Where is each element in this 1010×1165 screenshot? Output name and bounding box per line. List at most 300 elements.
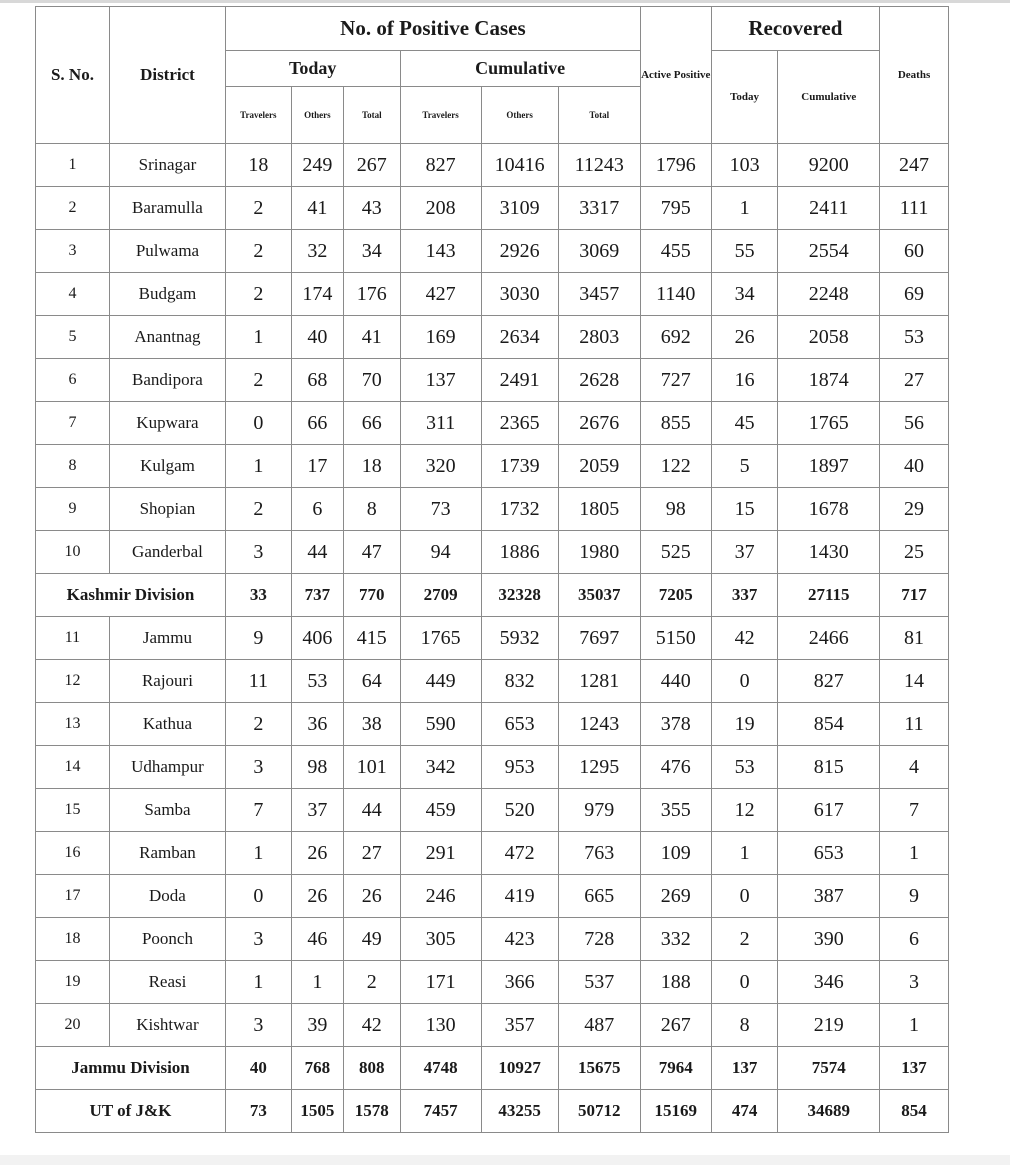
table-cell: 815 [778, 746, 880, 789]
table-cell: 8 [344, 488, 400, 531]
table-cell: 60 [880, 230, 949, 273]
table-cell: 415 [344, 617, 400, 660]
table-cell: 2 [225, 359, 291, 402]
table-cell: 727 [640, 359, 711, 402]
district-name: Baramulla [109, 187, 225, 230]
serial-number: 9 [36, 488, 110, 531]
table-cell: 36 [291, 703, 343, 746]
table-cell: 387 [778, 875, 880, 918]
table-cell: 19 [711, 703, 778, 746]
table-cell: 40 [225, 1047, 291, 1090]
table-cell: 27 [880, 359, 949, 402]
table-row [36, 445, 949, 488]
table-cell: 70 [344, 359, 400, 402]
table-cell: 7 [880, 789, 949, 832]
table-row [36, 144, 949, 187]
table-cell: 3 [225, 1004, 291, 1047]
serial-number: 14 [36, 746, 110, 789]
header-today: Today [225, 51, 400, 87]
table-cell: 346 [778, 961, 880, 1004]
table-cell: 41 [291, 187, 343, 230]
table-cell: 40 [291, 316, 343, 359]
table-cell: 3317 [558, 187, 640, 230]
district-name: Ramban [109, 832, 225, 875]
table-cell: 692 [640, 316, 711, 359]
table-cell: 320 [400, 445, 481, 488]
division-label: UT of J&K [36, 1090, 226, 1133]
header-sno: S. No. [36, 7, 110, 144]
table-cell: 2 [225, 703, 291, 746]
table-cell: 455 [640, 230, 711, 273]
table-cell: 487 [558, 1004, 640, 1047]
table-cell: 169 [400, 316, 481, 359]
table-cell: 311 [400, 402, 481, 445]
serial-number: 3 [36, 230, 110, 273]
table-cell: 25 [880, 531, 949, 574]
table-row [36, 789, 949, 832]
district-name: Poonch [109, 918, 225, 961]
table-cell: 2 [711, 918, 778, 961]
table-cell: 143 [400, 230, 481, 273]
table-cell: 3109 [481, 187, 558, 230]
table-cell: 249 [291, 144, 343, 187]
table-cell: 46 [291, 918, 343, 961]
header-recovered-cumulative: Cumulative [778, 51, 880, 144]
table-cell: 2 [225, 273, 291, 316]
serial-number: 8 [36, 445, 110, 488]
table-cell: 56 [880, 402, 949, 445]
table-cell: 42 [344, 1004, 400, 1047]
table-cell: 42 [711, 617, 778, 660]
table-cell: 41 [344, 316, 400, 359]
table-cell: 32328 [481, 574, 558, 617]
district-name: Shopian [109, 488, 225, 531]
table-cell: 1 [880, 832, 949, 875]
table-cell: 979 [558, 789, 640, 832]
table-cell: 39 [291, 1004, 343, 1047]
table-cell: 267 [344, 144, 400, 187]
table-cell: 26 [344, 875, 400, 918]
table-cell: 101 [344, 746, 400, 789]
table-cell: 0 [225, 875, 291, 918]
table-cell: 1739 [481, 445, 558, 488]
table-cell: 291 [400, 832, 481, 875]
table-cell: 653 [481, 703, 558, 746]
table-cell: 38 [344, 703, 400, 746]
table-cell: 37 [291, 789, 343, 832]
table-cell: 27115 [778, 574, 880, 617]
table-cell: 590 [400, 703, 481, 746]
table-cell: 219 [778, 1004, 880, 1047]
table-cell: 122 [640, 445, 711, 488]
table-cell: 103 [711, 144, 778, 187]
table-cell: 1243 [558, 703, 640, 746]
table-cell: 1874 [778, 359, 880, 402]
serial-number: 13 [36, 703, 110, 746]
table-cell: 55 [711, 230, 778, 273]
table-cell: 69 [880, 273, 949, 316]
header-recovered: Recovered [711, 7, 879, 51]
table-cell: 427 [400, 273, 481, 316]
table-cell: 855 [640, 402, 711, 445]
table-cell: 15 [711, 488, 778, 531]
table-cell: 357 [481, 1004, 558, 1047]
division-label: Jammu Division [36, 1047, 226, 1090]
table-cell: 337 [711, 574, 778, 617]
table-cell: 2709 [400, 574, 481, 617]
serial-number: 11 [36, 617, 110, 660]
table-cell: 2554 [778, 230, 880, 273]
table-cell: 617 [778, 789, 880, 832]
table-cell: 17 [291, 445, 343, 488]
serial-number: 18 [36, 918, 110, 961]
table-cell: 33 [225, 574, 291, 617]
table-cell: 1430 [778, 531, 880, 574]
division-total-row [36, 574, 949, 617]
table-cell: 47 [344, 531, 400, 574]
table-cell: 64 [344, 660, 400, 703]
serial-number: 4 [36, 273, 110, 316]
table-cell: 1805 [558, 488, 640, 531]
table-cell: 3 [225, 918, 291, 961]
header-deaths: Deaths [880, 7, 949, 144]
table-cell: 440 [640, 660, 711, 703]
table-cell: 5932 [481, 617, 558, 660]
table-cell: 40 [880, 445, 949, 488]
table-row [36, 359, 949, 402]
table-cell: 11 [880, 703, 949, 746]
table-cell: 3 [880, 961, 949, 1004]
division-total-row [36, 1090, 949, 1133]
table-cell: 267 [640, 1004, 711, 1047]
table-cell: 6 [880, 918, 949, 961]
district-name: Reasi [109, 961, 225, 1004]
table-cell: 7574 [778, 1047, 880, 1090]
division-label: Kashmir Division [36, 574, 226, 617]
district-name: Pulwama [109, 230, 225, 273]
table-cell: 520 [481, 789, 558, 832]
table-cell: 4748 [400, 1047, 481, 1090]
serial-number: 16 [36, 832, 110, 875]
table-cell: 34 [344, 230, 400, 273]
serial-number: 12 [36, 660, 110, 703]
table-cell: 37 [711, 531, 778, 574]
table-cell: 0 [711, 660, 778, 703]
table-cell: 94 [400, 531, 481, 574]
district-name: Kishtwar [109, 1004, 225, 1047]
table-cell: 35037 [558, 574, 640, 617]
table-cell: 795 [640, 187, 711, 230]
table-cell: 2 [225, 230, 291, 273]
table-cell: 1765 [778, 402, 880, 445]
table-cell: 1 [711, 832, 778, 875]
serial-number: 7 [36, 402, 110, 445]
bottom-edge [0, 1155, 1010, 1165]
table-cell: 832 [481, 660, 558, 703]
table-cell: 14 [880, 660, 949, 703]
table-cell: 1 [225, 961, 291, 1004]
table-cell: 6 [291, 488, 343, 531]
table-cell: 137 [711, 1047, 778, 1090]
table-cell: 53 [880, 316, 949, 359]
serial-number: 20 [36, 1004, 110, 1047]
table-cell: 728 [558, 918, 640, 961]
district-name: Samba [109, 789, 225, 832]
table-cell: 32 [291, 230, 343, 273]
table-cell: 808 [344, 1047, 400, 1090]
table-cell: 1 [880, 1004, 949, 1047]
header-cumulative: Cumulative [400, 51, 640, 87]
table-cell: 171 [400, 961, 481, 1004]
table-cell: 717 [880, 574, 949, 617]
table-cell: 1281 [558, 660, 640, 703]
table-cell: 3457 [558, 273, 640, 316]
table-cell: 854 [778, 703, 880, 746]
serial-number: 10 [36, 531, 110, 574]
table-cell: 12 [711, 789, 778, 832]
table-row [36, 316, 949, 359]
table-cell: 423 [481, 918, 558, 961]
table-cell: 1897 [778, 445, 880, 488]
table-cell: 137 [880, 1047, 949, 1090]
table-cell: 3 [225, 746, 291, 789]
table-cell: 2 [344, 961, 400, 1004]
table-row [36, 273, 949, 316]
district-name: Doda [109, 875, 225, 918]
table-row [36, 918, 949, 961]
table-cell: 0 [225, 402, 291, 445]
table-cell: 768 [291, 1047, 343, 1090]
district-name: Jammu [109, 617, 225, 660]
table-row [36, 660, 949, 703]
table-cell: 18 [344, 445, 400, 488]
table-cell: 1980 [558, 531, 640, 574]
table-row [36, 746, 949, 789]
table-cell: 2248 [778, 273, 880, 316]
table-cell: 366 [481, 961, 558, 1004]
table-cell: 98 [291, 746, 343, 789]
district-name: Kulgam [109, 445, 225, 488]
table-cell: 3030 [481, 273, 558, 316]
table-cell: 98 [640, 488, 711, 531]
table-cell: 34 [711, 273, 778, 316]
table-cell: 5150 [640, 617, 711, 660]
table-cell: 1 [225, 445, 291, 488]
table-cell: 27 [344, 832, 400, 875]
table-cell: 390 [778, 918, 880, 961]
district-name: Anantnag [109, 316, 225, 359]
table-cell: 474 [711, 1090, 778, 1133]
table-cell: 68 [291, 359, 343, 402]
district-name: Bandipora [109, 359, 225, 402]
table-row [36, 402, 949, 445]
table-row [36, 961, 949, 1004]
header-positive-cases: No. of Positive Cases [225, 7, 640, 51]
serial-number: 1 [36, 144, 110, 187]
table-cell: 109 [640, 832, 711, 875]
serial-number: 6 [36, 359, 110, 402]
table-cell: 0 [711, 875, 778, 918]
table-cell: 2634 [481, 316, 558, 359]
table-cell: 247 [880, 144, 949, 187]
table-cell: 208 [400, 187, 481, 230]
table-cell: 9 [880, 875, 949, 918]
serial-number: 5 [36, 316, 110, 359]
table-cell: 459 [400, 789, 481, 832]
table-cell: 7964 [640, 1047, 711, 1090]
table-cell: 2803 [558, 316, 640, 359]
table-cell: 537 [558, 961, 640, 1004]
header-today-total: Total [344, 87, 400, 144]
table-cell: 9 [225, 617, 291, 660]
table-cell: 10416 [481, 144, 558, 187]
table-cell: 770 [344, 574, 400, 617]
table-cell: 2059 [558, 445, 640, 488]
table-cell: 665 [558, 875, 640, 918]
table-cell: 7697 [558, 617, 640, 660]
table-cell: 26 [291, 832, 343, 875]
district-name: Budgam [109, 273, 225, 316]
table-cell: 332 [640, 918, 711, 961]
table-cell: 137 [400, 359, 481, 402]
table-cell: 2 [225, 187, 291, 230]
table-cell: 953 [481, 746, 558, 789]
covid-district-table [35, 6, 949, 1133]
top-edge-rule [0, 0, 1010, 3]
table-cell: 763 [558, 832, 640, 875]
table-cell: 2411 [778, 187, 880, 230]
table-cell: 2466 [778, 617, 880, 660]
table-cell: 9200 [778, 144, 880, 187]
table-cell: 26 [291, 875, 343, 918]
header-cum-total: Total [558, 87, 640, 144]
table-cell: 174 [291, 273, 343, 316]
table-row [36, 488, 949, 531]
table-cell: 269 [640, 875, 711, 918]
table-cell: 472 [481, 832, 558, 875]
table-cell: 66 [291, 402, 343, 445]
table-cell: 18 [225, 144, 291, 187]
table-row [36, 1004, 949, 1047]
table-cell: 0 [711, 961, 778, 1004]
table-cell: 1765 [400, 617, 481, 660]
table-cell: 176 [344, 273, 400, 316]
table-cell: 4 [880, 746, 949, 789]
table-cell: 2676 [558, 402, 640, 445]
table-cell: 81 [880, 617, 949, 660]
table-cell: 29 [880, 488, 949, 531]
table-cell: 2628 [558, 359, 640, 402]
table-cell: 15169 [640, 1090, 711, 1133]
table-cell: 827 [400, 144, 481, 187]
table-cell: 26 [711, 316, 778, 359]
header-today-others: Others [291, 87, 343, 144]
table-cell: 53 [291, 660, 343, 703]
table-cell: 2365 [481, 402, 558, 445]
district-name: Udhampur [109, 746, 225, 789]
header-district: District [109, 7, 225, 144]
table-cell: 1678 [778, 488, 880, 531]
table-cell: 1140 [640, 273, 711, 316]
table-cell: 1796 [640, 144, 711, 187]
table-cell: 2926 [481, 230, 558, 273]
table-cell: 8 [711, 1004, 778, 1047]
table-cell: 827 [778, 660, 880, 703]
table-cell: 45 [711, 402, 778, 445]
table-cell: 7205 [640, 574, 711, 617]
table-cell: 476 [640, 746, 711, 789]
table-cell: 2058 [778, 316, 880, 359]
header-today-travelers: Travelers [225, 87, 291, 144]
district-name: Srinagar [109, 144, 225, 187]
table-cell: 355 [640, 789, 711, 832]
table-cell: 1 [225, 316, 291, 359]
district-name: Rajouri [109, 660, 225, 703]
table-cell: 53 [711, 746, 778, 789]
table-cell: 5 [711, 445, 778, 488]
table-cell: 130 [400, 1004, 481, 1047]
table-cell: 11243 [558, 144, 640, 187]
table-cell: 111 [880, 187, 949, 230]
table-cell: 10927 [481, 1047, 558, 1090]
district-name: Ganderbal [109, 531, 225, 574]
table-body [36, 144, 949, 1133]
table-cell: 66 [344, 402, 400, 445]
table-cell: 378 [640, 703, 711, 746]
table-cell: 11 [225, 660, 291, 703]
table-cell: 50712 [558, 1090, 640, 1133]
table-row [36, 617, 949, 660]
table-cell: 342 [400, 746, 481, 789]
table-cell: 653 [778, 832, 880, 875]
table-cell: 7457 [400, 1090, 481, 1133]
serial-number: 19 [36, 961, 110, 1004]
table-row [36, 832, 949, 875]
table-cell: 1295 [558, 746, 640, 789]
table-cell: 3069 [558, 230, 640, 273]
serial-number: 17 [36, 875, 110, 918]
table-cell: 1732 [481, 488, 558, 531]
serial-number: 15 [36, 789, 110, 832]
table-cell: 43255 [481, 1090, 558, 1133]
serial-number: 2 [36, 187, 110, 230]
table-cell: 1 [291, 961, 343, 1004]
header-active-positive: Active Positive [640, 7, 711, 144]
table-cell: 1505 [291, 1090, 343, 1133]
table-cell: 15675 [558, 1047, 640, 1090]
table-row [36, 230, 949, 273]
district-name: Kathua [109, 703, 225, 746]
table-cell: 305 [400, 918, 481, 961]
table-row [36, 531, 949, 574]
table-cell: 16 [711, 359, 778, 402]
table-cell: 737 [291, 574, 343, 617]
table-row [36, 187, 949, 230]
table-cell: 73 [225, 1090, 291, 1133]
division-total-row [36, 1047, 949, 1090]
table-cell: 3 [225, 531, 291, 574]
table-cell: 246 [400, 875, 481, 918]
table-cell: 854 [880, 1090, 949, 1133]
header-recovered-today: Today [711, 51, 778, 144]
table-cell: 1578 [344, 1090, 400, 1133]
table-cell: 1886 [481, 531, 558, 574]
table-cell: 34689 [778, 1090, 880, 1133]
table-cell: 44 [291, 531, 343, 574]
table-cell: 1 [225, 832, 291, 875]
table-cell: 2491 [481, 359, 558, 402]
table-cell: 44 [344, 789, 400, 832]
